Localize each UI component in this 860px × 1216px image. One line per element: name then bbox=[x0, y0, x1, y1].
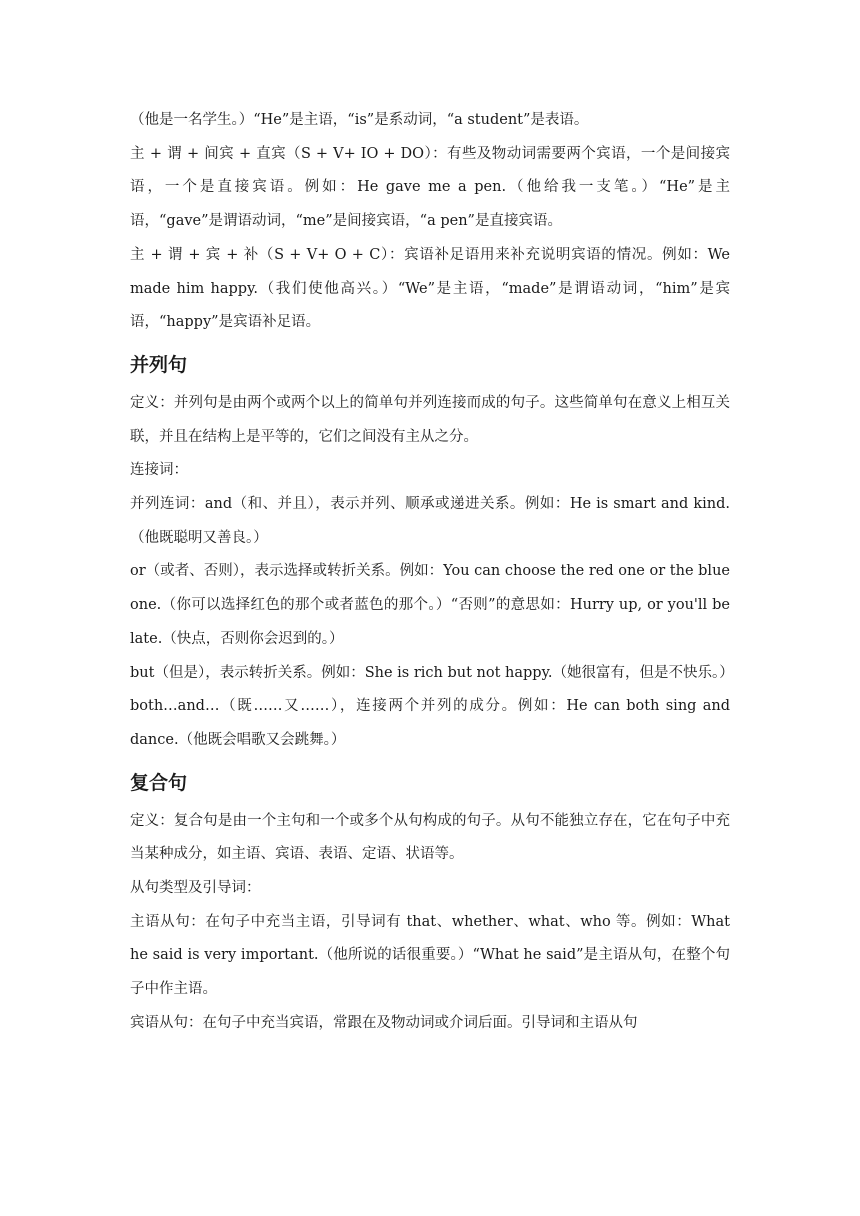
paragraph-object-clause: 宾语从句：在句子中充当宾语，常跟在及物动词或介词后面。引导词和主语从句 bbox=[130, 1014, 638, 1031]
document-body bbox=[130, 104, 734, 1041]
paragraph-complex-definition: 定义：复合句是由一个主句和一个或多个从句构成的句子。从句不能独立存在，它在句子中充当某种成分，如主语、宾语、表语、定语、状语等。 bbox=[130, 812, 730, 863]
paragraph-but: but（但是），表示转折关系。例如：She is rich but not happy.（她很富有，但是不快乐。） bbox=[130, 664, 734, 681]
paragraph-clause-types-label: 从句类型及引导词： bbox=[130, 880, 261, 897]
paragraph-conjunctions-label: 连接词： bbox=[130, 462, 188, 479]
paragraph-s-v-io-do: 主 + 谓 + 间宾 + 直宾（S + V+ IO + DO）：有些及物动词需要两个宾语，一个是间接宾语，一个是直接宾语。例如：He gave me a pen.（他给我一支笔。）“He”是主语，“gave”是谓语动词，“me”是间接宾语，“a pen”是直接宾语。 bbox=[130, 145, 730, 230]
paragraph-or: or（或者、否则），表示选择或转折关系。例如：You can choose the red one or the blue one.（你可以选择红色的那个或者蓝色的那个。）“否则”的意思如：Hurry up, or you'll be late.（快点，否则你会迟到的。） bbox=[130, 563, 730, 647]
paragraph-both-and: both…and…（既……又……），连接两个并列的成分。例如：He can both sing and dance.（他既会唱歌又会跳舞。） bbox=[130, 698, 730, 748]
paragraph-s-v-p-example: （他是一名学生。）“He”是主语，“is”是系动词，“a student”是表语。 bbox=[130, 112, 589, 128]
paragraph-compound-definition: 定义：并列句是由两个或两个以上的简单句并列连接而成的句子。这些简单句在意义上相互关联，并且在结构上是平等的，它们之间没有主从之分。 bbox=[130, 394, 730, 445]
heading-compound-sentence: 并列句 bbox=[130, 353, 188, 376]
paragraph-s-v-o-c: 主 + 谓 + 宾 + 补（S + V+ O + C）：宾语补足语用来补充说明宾语的情况。例如：We made him happy.（我们使他高兴。）“We”是主语，“made”是谓语动词，“him”是宾语，“happy”是宾语补足语。 bbox=[130, 246, 730, 331]
heading-complex-sentence: 复合句 bbox=[130, 771, 188, 794]
paragraph-subject-clause: 主语从句：在句子中充当主语，引导词有 that、whether、what、who 等。例如：What he said is very important.（他所说的话很重要。）“What he said”是主语从句，在整个句子中作主语。 bbox=[130, 913, 730, 998]
paragraph-and: 并列连词：and（和、并且），表示并列、顺承或递进关系。例如：He is smart and kind.（他既聪明又善良。） bbox=[130, 496, 730, 546]
